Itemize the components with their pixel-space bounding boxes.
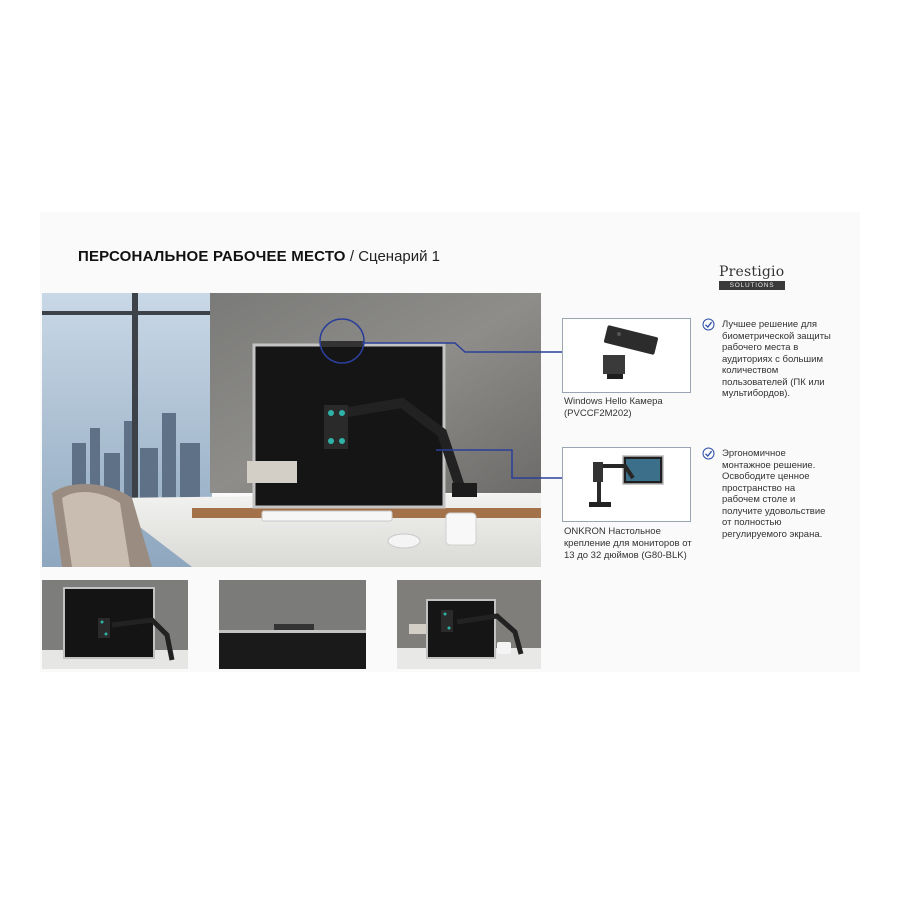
product-camera-caption: Windows Hello Камера (PVCCF2M202) — [564, 396, 663, 419]
prestigio-logo — [719, 264, 789, 290]
product-camera-benefit: Лучшее решение для биометрической защиты рабочего места в аудиториях с большим количеством пользователей (ПК или мультибордов). — [722, 319, 831, 399]
check-icon — [702, 447, 715, 460]
title-bold: ПЕРСОНАЛЬНОЕ РАБОЧЕЕ МЕСТО — [78, 248, 346, 265]
check-icon — [702, 318, 715, 331]
title-scenario: Сценарий 1 — [358, 248, 441, 265]
product-camera-image — [562, 318, 691, 393]
product-mount-image — [562, 447, 691, 522]
title-separator: / — [345, 248, 359, 265]
page-title — [78, 248, 440, 265]
thumbnail-monitor — [42, 580, 188, 669]
thumbnail-arm — [397, 580, 541, 669]
logo-tagline: SOLUTIONS — [719, 281, 785, 290]
product-mount-caption: ONKRON Настольное крепление для мониторов от 13 до 32 дюймов (G80-BLK) — [564, 526, 692, 561]
workplace-scene-image — [42, 293, 541, 567]
thumbnail-camera — [219, 580, 366, 669]
logo-brand: Prestigio — [719, 264, 785, 280]
product-mount-benefit: Эргономичное монтажное решение. Освободите ценное пространство на рабочем столе и получите удовольствие от полностью регулируемого экрана. — [722, 448, 826, 540]
